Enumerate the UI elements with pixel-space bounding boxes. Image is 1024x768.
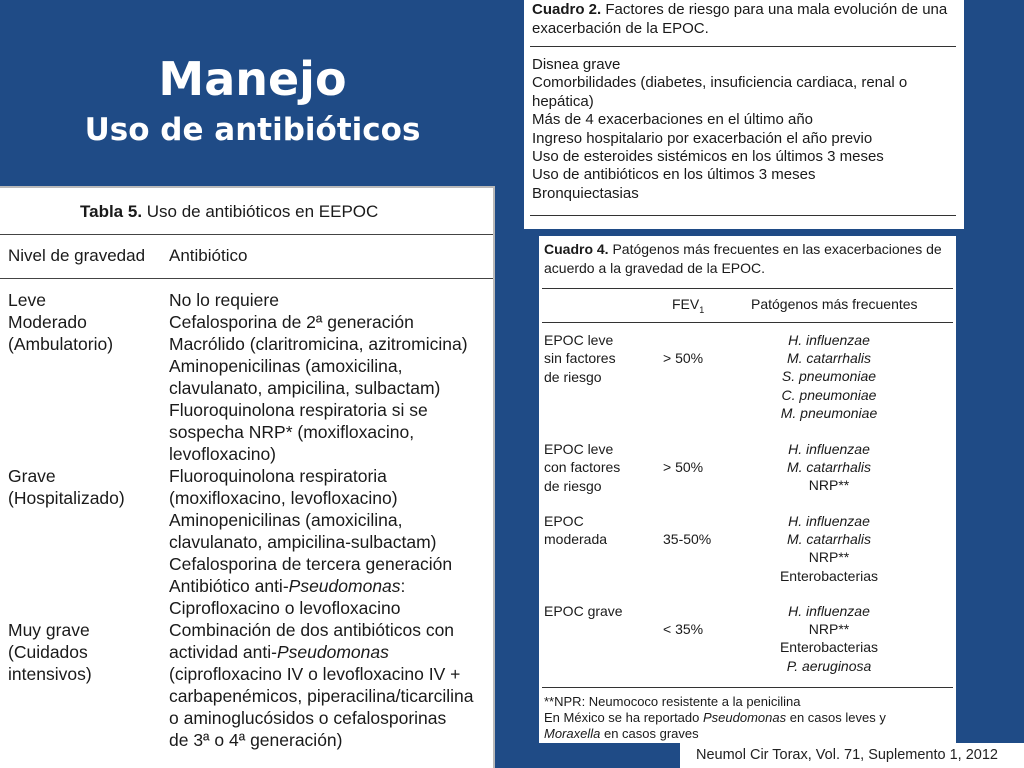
cuadro-2-list-item: Disnea grave (532, 56, 621, 73)
tabla-5-antibiotic-cell: o aminoglucósidos o cefalosporinas (169, 708, 447, 728)
cuadro-4-fev-value: > 50% (663, 350, 704, 366)
tabla-5-caption-label: Tabla 5. (80, 202, 143, 221)
tabla-5-level-cell: Grave (8, 466, 56, 486)
cuadro-4-pathogen: H. influenzae (788, 441, 870, 457)
cuadro-4-footnote-2c: en casos leves y (786, 710, 886, 725)
cuadro-4-pathogen: NRP** (808, 549, 850, 566)
cuadro-2-list-item: Comorbilidades (diabetes, insuficiencia cardiaca, renal o hepática) (532, 74, 908, 110)
tabla-5-antibiotic-cell: Macrólido (claritromicina, azitromicina) (169, 334, 468, 354)
cuadro-4-pathogen-list (739, 440, 919, 495)
tabla-5-level-cell: Leve (8, 290, 46, 310)
slide-title-block (0, 48, 505, 150)
cuadro-4-group-name-line: moderada (544, 531, 608, 548)
cuadro-2-caption-text: Factores de riesgo para una mala evolución de una exacerbación de la EPOC. (532, 1, 948, 37)
cuadro-2-list (532, 56, 960, 203)
cuadro-4-footnote-2b: Pseudomonas (702, 710, 787, 725)
cuadro-4-header-fev (672, 296, 704, 315)
cuadro-4-pathogen: M. pneumoniae (780, 404, 878, 421)
tabla-5-antibiotic-cell: No lo requiere (169, 290, 279, 310)
cuadro-2-bottom-rule (530, 215, 956, 216)
cuadro-4-pathogen: NRP** (808, 621, 850, 638)
cuadro-4-pathogen: Enterobacterias (779, 567, 879, 584)
cuadro-4-footnote-3b: en casos graves (600, 726, 699, 741)
cuadro-4-pathogen-list (739, 512, 919, 585)
cuadro-2-risk-factors (524, 0, 964, 229)
tabla-5-header-antibiotic: Antibiótico (169, 246, 248, 265)
tabla-5-top-rule (0, 234, 495, 235)
cuadro-4-footnote-3 (544, 726, 954, 742)
tabla-5-antibiotic-cell: (ciprofloxacino IV o levofloxacino IV + (169, 664, 461, 684)
cuadro-4-bottom-rule (542, 687, 953, 688)
cuadro-4-caption (544, 240, 954, 278)
cuadro-4-caption-label: Cuadro 4. (544, 241, 609, 257)
cuadro-4-header-rule (542, 322, 953, 323)
cuadro-4-header-fev-sub: 1 (699, 304, 705, 315)
cuadro-4-group-name (544, 512, 654, 549)
tabla-5-antibiotics-table (0, 186, 495, 768)
cuadro-2-list-item: Ingreso hospitalario por exacerbación el año previo (532, 129, 873, 147)
cuadro-4-group-name-line: EPOC leve (544, 441, 614, 457)
cuadro-4-footnote-2a: En México se ha reportado (544, 710, 703, 725)
tabla-5-header-level: Nivel de gravedad (8, 246, 146, 265)
tabla-5-level-cell: (Hospitalizado) (8, 488, 125, 508)
cuadro-4-pathogen: P. aeruginosa (786, 657, 872, 674)
slide-subtitle: Uso de antibióticos (84, 112, 421, 148)
tabla-5-antibiotic-cell: sospecha NRP* (moxifloxacino, (169, 422, 415, 442)
cuadro-4-pathogen-list (739, 602, 919, 675)
cuadro-4-pathogen: H. influenzae (788, 603, 870, 619)
tabla-5-antibiotic-cell: carbapenémicos, piperacilina/ticarcilina (169, 686, 474, 706)
cuadro-4-group-name (544, 331, 654, 386)
cuadro-2-list-item: Uso de antibióticos en los últimos 3 meses (532, 166, 816, 184)
cuadro-4-pathogen: C. pneumoniae (781, 386, 877, 403)
tabla-5-antibiotic-cell: (moxifloxacino, levofloxacino) (169, 488, 398, 508)
tabla-5-antibiotic-cell: de 3ª o 4ª generación) (169, 730, 343, 750)
cuadro-4-group-name (544, 602, 654, 620)
tabla-5-antibiotic-cell: clavulanato, ampicilina-sulbactam) (169, 532, 437, 552)
cuadro-4-group-name-line: sin factores (544, 350, 616, 367)
cuadro-4-fev-value: 35-50% (663, 531, 712, 547)
tabla-5-antibiotic-cell: Fluoroquinolona respiratoria si se (169, 400, 428, 420)
tabla-5-antibiotic-cell: actividad anti-Pseudomonas (169, 642, 389, 662)
cuadro-4-caption-text: Patógenos más frecuentes en las exacerbaciones de acuerdo a la gravedad de la EPOC. (544, 241, 942, 276)
cuadro-2-list-item: Uso de esteroides sistémicos en los últimos 3 meses (532, 148, 884, 166)
cuadro-2-top-rule (530, 46, 956, 47)
cuadro-4-group-name-line: de riesgo (544, 477, 602, 494)
cuadro-4-pathogen: NRP** (808, 477, 850, 494)
cuadro-4-footnote-3a: Moraxella (544, 726, 601, 741)
tabla-5-antibiotic-cell: Ciprofloxacino o levofloxacino (169, 598, 401, 618)
cuadro-4-fev-value: > 50% (663, 459, 704, 475)
tabla-5-antibiotic-cell: Cefalosporina de 2ª generación (169, 312, 414, 332)
cuadro-4-group-name-line: de riesgo (544, 368, 602, 385)
tabla-5-antibiotic-cell: Cefalosporina de tercera generación (169, 554, 453, 574)
cuadro-4-pathogen: M. catarrhalis (786, 531, 872, 548)
cuadro-2-list-item: Bronquiectasias (532, 184, 639, 202)
cuadro-4-group-name (544, 440, 654, 495)
cuadro-4-group-name-line: con factores (544, 459, 621, 476)
cuadro-4-pathogens-table (539, 236, 956, 743)
tabla-5-antibiotic-cell: Aminopenicilinas (amoxicilina, (169, 510, 403, 530)
tabla-5-antibiotic-cell: Antibiótico anti-Pseudomonas: (169, 576, 406, 596)
cuadro-4-top-rule (542, 288, 953, 289)
source-reference: Neumol Cir Torax, Vol. 71, Suplemento 1, 2012 (680, 743, 1024, 768)
tabla-5-level-cell: intensivos) (8, 664, 92, 684)
cuadro-4-pathogen: Enterobacterias (779, 639, 879, 656)
tabla-5-level-cell: (Ambulatorio) (8, 334, 114, 354)
cuadro-4-header-fev-text: FEV (672, 296, 700, 312)
tabla-5-antibiotic-cell: Aminopenicilinas (amoxicilina, (169, 356, 403, 376)
tabla-5-antibiotic-cell: clavulanato, ampicilina, sulbactam) (169, 378, 441, 398)
cuadro-4-group-name-line: EPOC leve (544, 332, 614, 348)
tabla-5-antibiotic-cell: Fluoroquinolona respiratoria (169, 466, 387, 486)
cuadro-4-pathogen: H. influenzae (788, 513, 870, 529)
tabla-5-antibiotic-cell: levofloxacino) (169, 444, 276, 464)
tabla-5-antibiotic-cell: Combinación de dos antibióticos con (169, 620, 455, 640)
tabla-5-level-cell: Moderado (8, 312, 87, 332)
cuadro-4-fev-value: < 35% (663, 621, 704, 637)
tabla-5-caption-text: Uso de antibióticos en EEPOC (142, 202, 379, 221)
tabla-5-caption (80, 202, 378, 222)
cuadro-4-group-name-line: EPOC (544, 513, 584, 529)
cuadro-4-pathogen-list (739, 331, 919, 422)
slide-title: Manejo (158, 52, 347, 106)
cuadro-4-pathogen: S. pneumoniae (781, 368, 877, 385)
cuadro-4-footnote-2 (544, 710, 954, 726)
cuadro-2-list-item: Más de 4 exacerbaciones en el último año (532, 111, 814, 129)
cuadro-4-pathogen: M. catarrhalis (786, 350, 872, 367)
tabla-5-level-cell: Muy grave (8, 620, 90, 640)
cuadro-4-pathogen: H. influenzae (788, 332, 870, 348)
tabla-5-level-cell: (Cuidados (8, 642, 88, 662)
cuadro-4-group-name-line: EPOC grave (544, 603, 623, 619)
cuadro-4-pathogen: M. catarrhalis (786, 459, 872, 476)
cuadro-2-caption (532, 0, 962, 38)
cuadro-4-footnote-1: **NPR: Neumococo resistente a la penicilina (544, 694, 801, 709)
cuadro-4-header-pathogens: Patógenos más frecuentes (751, 296, 918, 312)
tabla-5-header-rule (0, 278, 495, 279)
cuadro-4-footnote (544, 694, 954, 742)
cuadro-2-caption-label: Cuadro 2. (532, 1, 602, 18)
